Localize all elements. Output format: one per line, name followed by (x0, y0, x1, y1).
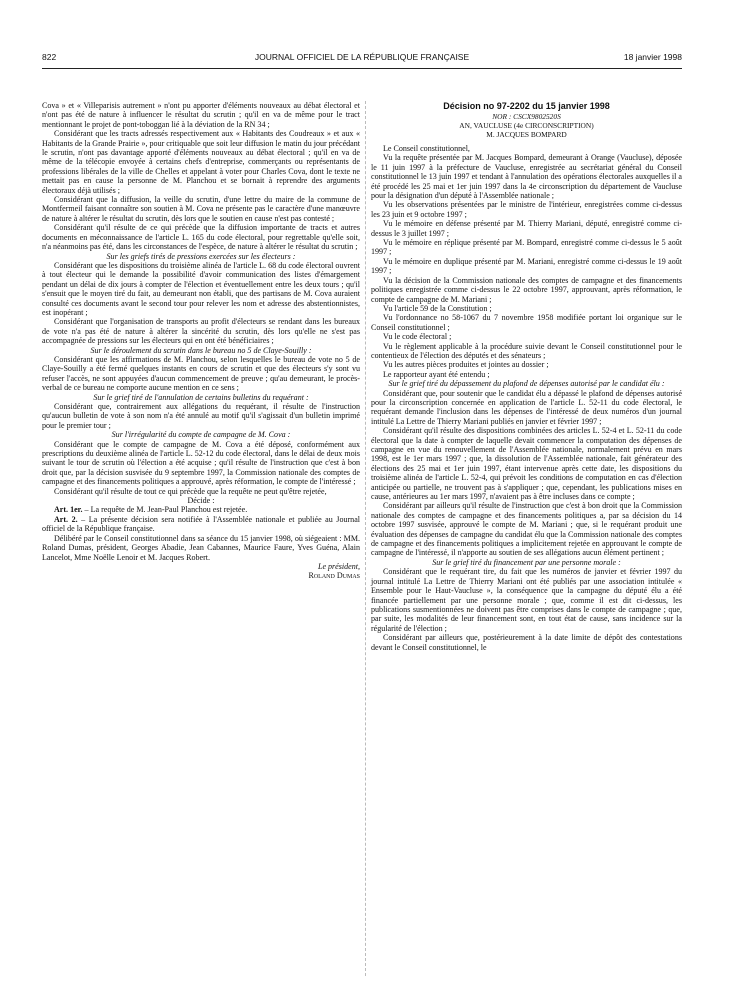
visa: Vu le mémoire en duplique présenté par M. Mariani, enregistré comme ci-dessus le 19 août 1997 ; (371, 256, 682, 276)
paragraph: Considérant qu'il résulte des dispositions combinées des articles L. 52-4 et L. 52-11 du code électoral que la date à compter de laquelle devait commencer la computation des dépenses de campagne en vue du renouvellement de l'Assemblée nationale, normalement prévu en mars 1998, est le 1er mars 1997 ; que, la dissolution de l'Assemblée nationale, fait générateur des élections des 25 mai et 1er juin 1997, étant intervenue après cette date, les dispositions du troisième alinéa de l'article L. 52-4, qui prévoit les conditions de computation en cas d'élection anticipée ou partielle, ne trouvent pas à s'appliquer ; que, cependant, les publications mises en cause, antérieures au 1er mars 1997, n'avaient pas à être incluses dans ce compte ; (371, 426, 682, 502)
paragraph: Considérant que l'organisation de transports au profit d'électeurs se rendant dans les bureaux de vote n'a pas été de nature à altérer la sincérité du scrutin, dès lors qu'elle ne s'est pas accompagnée de pressions sur les électeurs qui en ont été bénéficiaires ; (42, 317, 360, 346)
section-heading: Sur les griefs tirés de pressions exercées sur les électeurs : (106, 251, 296, 261)
paragraph: Considérant que les dispositions du troisième alinéa de l'article L. 68 du code électoral ouvrent à tout électeur qui le demande la possibilité d'avoir communication des listes d'émargement pendant un délai de dix jours à compter de l'élection et éventuellement entre les deux tours ; qu'il s'ensuit que le moyen tiré du fait, au demeurant non établi, que des partisans de M. Cova auraient consulté ces documents avant le second tour pour relever les nom et adresse des abstentionnistes, est inopérant ; (42, 260, 360, 317)
page-number: 822 (42, 52, 57, 62)
visa: Le rapporteur ayant été entendu ; (383, 369, 490, 379)
journal-title: JOURNAL OFFICIEL DE LA RÉPUBLIQUE FRANÇAISE (254, 52, 470, 62)
section-heading: Sur l'irrégularité du compte de campagne de M. Cova : (111, 430, 291, 440)
issue-date: 18 janvier 1998 (623, 52, 682, 62)
section-heading: Sur le grief tiré du financement par une personne morale : (432, 557, 621, 567)
section-heading: Sur le grief tiré de l'annulation de certains bulletins du requérant : (93, 392, 309, 402)
visa: Vu la décision de la Commission nationale des comptes de campagne et des financements politiques enregistrée comme ci-dessus le 22 octobre 1997, approuvant, après réformation, le compte de campagne de M. Mariani ; (371, 275, 682, 304)
right-column (371, 101, 682, 652)
nor-reference: NOR : CSCX9802520S (492, 112, 561, 121)
visa: Vu le mémoire en réplique présenté par M. Bompard, enregistré comme ci-dessus le 5 août 1997 ; (371, 238, 682, 257)
article-label: Art. 1er. (54, 505, 83, 515)
paragraph: Considérant que les tracts adressés respectivement aux « Habitants des Coudreaux » et aux « Habitants de la Grande Prairie », pour critiquable que soit leur diffusion le matin du jour précédant le scrutin, n'ont pas davantage apporté d'éléments nouveaux au débat électoral ; qu'il en va de même de la télécopie envoyée à certains chefs d'entreprise, commerçants ou représentants de professions libérales de la ville de Chelles et appelant à voter pour Charles Cova, dont le texte ne mettait pas en cause la personne de M. Planchou et se bornait à reprendre des arguments électoraux déjà utilisés ; (42, 129, 360, 195)
signature-role: Le président, (317, 561, 360, 571)
article-label: Art. 2. (54, 514, 78, 524)
circonscription: AN, VAUCLUSE (4e CIRCONSCRIPTION) (459, 121, 594, 130)
article-1 (42, 505, 360, 514)
paragraph: Considérant que la diffusion, la veille du scrutin, d'une lettre du maire de la commune de Montfermeil faisant connaître son soutien à M. Cova ne présente pas le caractère d'une manœuvre de nature à altérer le résultat du scrutin, dès lors que le soutien en cause n'est pas contesté ; (42, 195, 360, 223)
paragraph: Considérant que le requérant tire, du fait que les numéros de janvier et février 1997 du journal intitulé La Lettre de Thierry Mariani ont été publiés par une association intitulée « Ensemble pour le Haut-Vaucluse », la conséquence que la campagne du député élu a été financée partiellement par une personne morale ; que, comme il est dit ci-dessus, les publications susmentionnées ne doivent pas être comprises dans le compte de campagne ; que, par suite, les modalités de leur financement sont, en tout état de cause, sans incidence sur la régularité de l'élection ; (371, 567, 682, 633)
signature-name: Roland Dumas (308, 571, 360, 581)
paragraph: Considérant par ailleurs que, postérieurement à la date limite de dépôt des contestations devant le Conseil constitutionnel, le (371, 633, 682, 652)
article-text: – La présente décision sera notifiée à l'Assemblée nationale et publiée au Journal officiel de la République française. (42, 514, 360, 534)
visa: Vu le mémoire en défense présenté par M. Thierry Mariani, député, enregistré comme ci-dessus le 3 juillet 1997 ; (371, 219, 682, 238)
visa: Vu le règlement applicable à la procédure suivie devant le Conseil constitutionnel pour le contentieux de l'élection des députés et des sénateurs ; (371, 341, 682, 360)
deliberation: Délibéré par le Conseil constitutionnel dans sa séance du 15 janvier 1998, où siégeaient : MM. Roland Dumas, président, Georges Abadie, Jean Cabannes, Maurice Faure, Yves Guéna, Alain Lancelot, Mme Noëlle Lenoir et M. Jacques Robert. (42, 533, 360, 562)
header-rule (42, 68, 682, 69)
visa: Vu l'ordonnance no 58-1067 du 7 novembre 1958 modifiée portant loi organique sur le Conseil constitutionnel ; (371, 313, 682, 332)
paragraph: Considérant que, pour soutenir que le candidat élu a dépassé le plafond de dépenses autorisé pour la circonscription concernée en application de l'article L. 52-11 du code électoral, le requérant demande l'inclusion dans les dépenses de l'intéressé de deux numéros d'un journal intitulé La Lettre de Thierry Mariani publiés en janvier et février 1997 ; (371, 388, 682, 426)
paragraph: Considérant que les affirmations de M. Planchou, selon lesquelles le bureau de vote no 5 de Claye-Souilly a été fermé quelques instants en cours de scrutin et que des électeurs s'y sont vu refuser l'accès, ne sont appuyées d'aucun commencement de preuve ; qu'au demeurant, le procès-verbal de ce bureau ne comporte aucune mention en ce sens ; (42, 354, 360, 393)
decide-label: Décide : (187, 496, 215, 506)
section-heading: Sur le grief tiré du dépassement du plafond de dépenses autorisé par le candidat élu : (388, 379, 665, 389)
visa: Vu les observations présentées par le ministre de l'intérieur, enregistrées comme ci-dessus les 23 juin et 9 octobre 1997 ; (371, 200, 682, 219)
column-divider (365, 101, 366, 976)
section-heading: Sur le déroulement du scrutin dans le bureau no 5 de Claye-Souilly : (90, 345, 312, 355)
visa: Vu les autres pièces produites et jointes au dossier ; (383, 360, 549, 370)
decision-title: Décision no 97-2202 du 15 janvier 1998 (443, 101, 610, 111)
visa: Vu le code électoral ; (383, 332, 452, 342)
article-text: – La requête de M. Jean-Paul Planchou est rejetée. (82, 505, 248, 515)
page-header (42, 52, 682, 66)
paragraph: Considérant que, contrairement aux allégations du requérant, il résulte de l'instruction qu'aucun bulletin de vote à son nom n'a été annulé au motif qu'il s'agissait d'un bulletin imprimé pour le premier tour ; (42, 402, 360, 430)
visa: Vu l'article 59 de la Constitution ; (383, 303, 492, 313)
paragraph: Considérant par ailleurs qu'il résulte de l'instruction que c'est à bon droit que la Commission nationale des comptes de campagne et des financements politiques a, par sa décision du 14 octobre 1997 susvisée, approuvé le compte de M. Mariani ; que, si le requérant produit une évaluation des dépenses de campagne du candidat élu que la Commission nationale des comptes de campagne et des financements politiques a implicitement rejetée en approuvant le compte de campagne de l'intéressé, il n'apporte au soutien de ses allégations aucun élément pertinent ; (371, 501, 682, 558)
intro: Le Conseil constitutionnel, (383, 144, 470, 153)
party-name: M. JACQUES BOMPARD (486, 130, 567, 139)
paragraph: Considérant qu'il résulte de tout ce qui précède que la requête ne peut qu'être rejetée, (54, 486, 327, 496)
paragraph: Considérant qu'il résulte de ce qui précède que la diffusion importante de tracts et autres documents en méconnaissance de l'article L. 165 du code électoral, pour regrettable qu'elle soit, n'a néanmoins pas été, dans les circonstances de l'espèce, de nature à altérer le résultat du scrutin ; (42, 223, 360, 252)
left-column (42, 101, 360, 581)
visa: Vu la requête présentée par M. Jacques Bompard, demeurant à Orange (Vaucluse), déposée le 11 juin 1997 à la préfecture de Vaucluse, enregistrée au secrétariat général du Conseil constitutionnel le 13 juin 1997 et tendant à l'annulation des opérations électorales auxquelles il a été procédé les 25 mai et 1er juin 1997 dans la 4e circonscription du département de Vaucluse pour la désignation d'un député à l'Assemblée nationale ; (371, 153, 682, 201)
paragraph: Cova » et « Villeparisis autrement » n'ont pu apporter d'éléments nouveaux au débat électoral et n'ont pas été de nature à influencer le résultat du scrutin ; qu'il en va de même pour le tract mentionnant le projet de pont-toboggan lié à la déviation de la RN 34 ; (42, 101, 360, 129)
paragraph: Considérant que le compte de campagne de M. Cova a été déposé, conformément aux prescriptions du deuxième alinéa de l'article L. 52-12 du code électoral, dans le délai de deux mois suivant le tour de scrutin où l'élection a été acquise ; qu'il résulte de l'instruction que c'est à bon droit que, par la décision susvisée du 9 septembre 1997, la Commission nationale des comptes de campagne et des financements politiques a approuvé, après réformation, le compte de l'intéressé ; (42, 439, 360, 487)
article-2 (42, 515, 360, 534)
